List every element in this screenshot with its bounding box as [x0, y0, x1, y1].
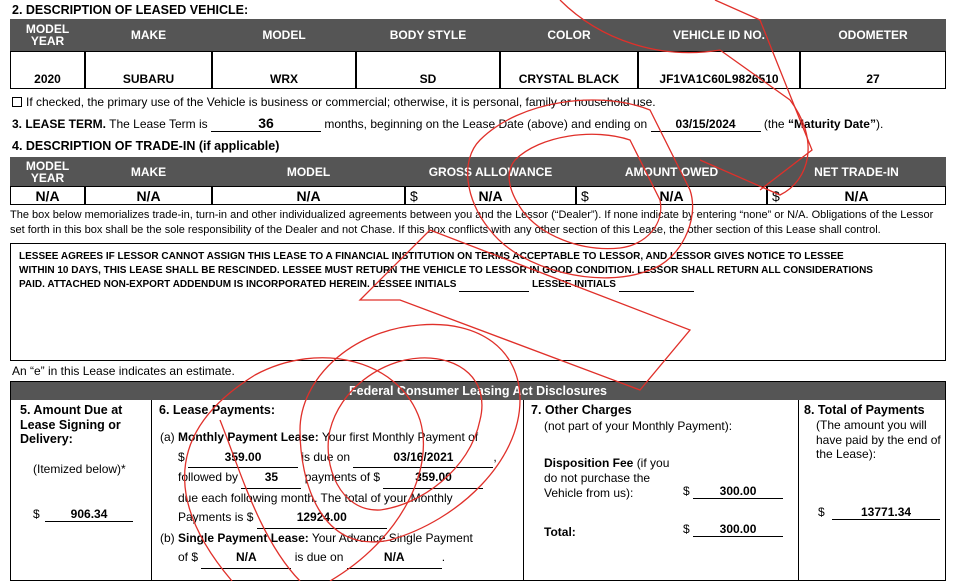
tradein-model-year-text: N/A: [35, 188, 60, 204]
header-odometer: [800, 19, 946, 51]
divider: [798, 400, 799, 581]
vehicle-body-style[interactable]: [356, 51, 500, 89]
single-payment-date[interactable]: N/A: [347, 548, 442, 569]
total-payments-title: 8. Total of Payments: [804, 403, 925, 417]
single-lease-label: Single Payment Lease:: [178, 530, 309, 545]
disposition-fee-value[interactable]: 300.00: [693, 484, 783, 499]
section-4-title: 4. DESCRIPTION OF TRADE-IN (if applicable): [12, 139, 280, 153]
amount-due-value[interactable]: 906.34: [45, 507, 133, 522]
tradein-header-owed-text: AMOUNT OWED: [624, 164, 719, 179]
vehicle-vin-text: JF1VA1C60L9826510: [659, 72, 779, 86]
header-body-style-text: BODY STYLE: [389, 28, 467, 42]
maturity-date-label: “Maturity Date”: [787, 117, 876, 131]
item-a: (a): [160, 430, 175, 444]
disposition-fee-text: [544, 456, 680, 501]
amount-due-title: 5. Amount Due at Lease Signing or Delivery:: [20, 403, 123, 446]
tradein-model-year[interactable]: [10, 186, 85, 205]
total-payments-row: [818, 505, 940, 520]
header-color-text: COLOR: [547, 28, 591, 42]
agreement-line-2: WITHIN 10 DAYS, THIS LEASE SHALL BE RESCINDED. LESSEE MUST RETURN THE VEHICLE TO LESSOR IN GOOD CONDITION. LESSOR SHALL RETURN ALL CONSIDERATIONS: [19, 265, 873, 276]
memo-text: The box below memorializes trade-in, turn-in and other individualized agreements between you and the Lessor (“Dealer”). If none indicate by entering “none” or N/A. Obligations of the Lessor set forth in this box shall be the sole responsibility of the Dealer and not Chase. If this box conflicts with any other section of this Lease, the other section of this Lease shall control.: [10, 209, 934, 236]
vehicle-color[interactable]: [500, 51, 638, 89]
estimate-note: An “e” in this Lease indicates an estimate.: [12, 364, 235, 378]
tradein-header-gross: [405, 157, 576, 186]
other-total-value[interactable]: 300.00: [693, 522, 783, 537]
itemized-below: (Itemized below)*: [33, 462, 126, 476]
tradein-model[interactable]: [212, 186, 405, 205]
vehicle-model-text: WRX: [270, 72, 298, 86]
total-monthly-value[interactable]: 12924.00: [257, 508, 387, 529]
business-use-text: If checked, the primary use of the Vehicle is business or commercial; otherwise, it is personal, family or household use.: [26, 95, 656, 109]
maturity-date-value[interactable]: 03/15/2024: [651, 117, 761, 132]
header-model-year-text: MODEL YEAR: [25, 22, 70, 48]
lessee-initials-2[interactable]: [619, 281, 694, 292]
vehicle-color-text: CRYSTAL BLACK: [518, 72, 620, 86]
followed-by: followed by: [178, 470, 239, 484]
is-due-on: is due on: [301, 449, 351, 464]
other-charges-subtitle: (not part of your Monthly Payment):: [544, 419, 733, 433]
vehicle-model-year-text: 2020: [34, 72, 61, 86]
header-vin: [638, 19, 800, 51]
lease-term-label: 3. LEASE TERM.: [12, 117, 107, 131]
tradein-make[interactable]: [85, 186, 212, 205]
single-payment-value[interactable]: N/A: [201, 548, 291, 569]
tradein-header-make: [85, 157, 212, 186]
agreement-line-3: [19, 278, 937, 292]
tradein-header-owed: [576, 157, 767, 186]
header-model: [212, 19, 356, 51]
dollar-sign: $: [683, 484, 690, 498]
payments-of: payments of $: [304, 470, 381, 484]
vehicle-odometer-text: 27: [866, 72, 880, 86]
dollar-sign: $: [410, 188, 418, 204]
dollar-sign: $: [772, 188, 780, 204]
lease-term-text-b: months, beginning on the Lease Date (above) and ending on: [324, 117, 648, 131]
agreement-box: [10, 243, 946, 361]
is-due-on: is due on: [294, 550, 344, 564]
tradein-make-text: N/A: [136, 188, 161, 204]
business-use-row: [12, 95, 656, 109]
dollar-sign: $: [818, 505, 825, 519]
tradein-header-model-year-text: MODEL YEAR: [25, 158, 70, 185]
dollar-sign: $: [178, 449, 185, 464]
total-payments-value[interactable]: 13771.34: [832, 505, 940, 520]
header-vin-text: VEHICLE ID NO.: [672, 28, 765, 42]
dollar-sign: $: [581, 188, 589, 204]
tradein-header-make-text: MAKE: [130, 164, 167, 179]
payments-is: Payments is $: [178, 510, 254, 524]
tradein-gross[interactable]: [405, 186, 576, 205]
divider: [151, 400, 152, 581]
lessee-initials-1[interactable]: [459, 281, 529, 292]
tradein-header-model-year: [10, 157, 85, 186]
tradein-net-text: N/A: [844, 188, 869, 204]
lease-term-text-c: (the: [763, 117, 788, 131]
first-payment-text: Your first Monthly Payment of: [321, 430, 479, 444]
vehicle-odometer[interactable]: [800, 51, 946, 89]
business-use-checkbox[interactable]: [12, 97, 22, 107]
tradein-header-model: [212, 157, 405, 186]
vehicle-vin[interactable]: [638, 51, 800, 89]
tradein-model-text: N/A: [296, 188, 321, 204]
header-body-style: [356, 19, 500, 51]
tradein-header-gross-text: GROSS ALLOWANCE: [428, 164, 553, 179]
tradein-gross-text: N/A: [478, 188, 503, 204]
tradein-header-net-text: NET TRADE-IN: [814, 164, 899, 179]
single-payment-text: Your Advance Single Payment: [311, 530, 473, 545]
tradein-header-model-text: MODEL: [286, 164, 331, 179]
lease-term-text-d: ).: [875, 117, 884, 131]
total-payments-desc: (The amount you will have paid by the end of the Lease):: [816, 418, 941, 461]
disclosures-title: Federal Consumer Leasing Act Disclosures: [11, 382, 945, 400]
tradein-header-net: [767, 157, 946, 186]
other-total-label: Total:: [544, 525, 576, 539]
disposition-fee-label: Disposition Fee: [544, 456, 634, 470]
header-odometer-text: ODOMETER: [838, 28, 908, 42]
monthly-payment-block: (a) Monthly Payment Lease: Your first Monthly Payment of $ 359.00 is due on 03/16/2021 , followed by 35 payments of $ 359.00 due each following month. The total of your Monthly Payments is $ 12924.00 (b) Single Payment Lease: Your Advance Single Payment of $ N/A is due on N/A .: [160, 428, 517, 569]
dollar-sign: $: [683, 522, 690, 536]
of-dollar: of $: [178, 550, 199, 564]
tradein-owed[interactable]: [576, 186, 767, 205]
header-color: [500, 19, 638, 51]
header-make-text: MAKE: [130, 28, 167, 42]
monthly-lease-label: Monthly Payment Lease:: [178, 430, 319, 444]
divider: [523, 400, 524, 581]
due-each-text: due each following month. The total of your Monthly: [178, 490, 453, 505]
vehicle-body-style-text: SD: [419, 72, 437, 86]
item-b: (b): [160, 530, 175, 545]
vehicle-make-text: SUBARU: [122, 72, 175, 86]
lease-term-row: [12, 115, 883, 132]
vehicle-make[interactable]: [85, 51, 212, 89]
lessee-initials-label-2: LESSEE INITIALS: [532, 279, 616, 290]
num-payments-value[interactable]: 35: [241, 468, 301, 489]
section-2-title: 2. DESCRIPTION OF LEASED VEHICLE:: [12, 3, 249, 17]
tradein-owed-text: N/A: [659, 188, 684, 204]
other-charges-title: 7. Other Charges: [531, 403, 632, 417]
header-model-text: MODEL: [262, 28, 306, 42]
payment-amount-value[interactable]: 359.00: [383, 468, 483, 489]
lease-term-months[interactable]: 36: [211, 115, 321, 132]
dollar-sign: $: [33, 507, 40, 521]
disposition-fee-row: [683, 484, 783, 499]
first-payment-date[interactable]: 03/16/2021: [353, 448, 493, 469]
disposition-fee-desc: (if you do not purchase the Vehicle from us):: [544, 456, 670, 500]
other-total-row: [683, 522, 783, 537]
first-payment-value[interactable]: 359.00: [188, 448, 298, 469]
lease-term-text: The Lease Term is: [109, 117, 208, 131]
header-make: [85, 19, 212, 51]
tradein-net[interactable]: [767, 186, 946, 205]
amount-due-row: [33, 507, 133, 522]
vehicle-model-year[interactable]: [10, 51, 85, 89]
vehicle-model[interactable]: [212, 51, 356, 89]
agreement-line-1: LESSEE AGREES IF LESSOR CANNOT ASSIGN THIS LEASE TO A FINANCIAL INSTITUTION ON TERMS ACCEPTABLE TO LESSOR, AND LESSOR GIVES NOTICE TO LESSEE: [19, 251, 844, 262]
agreement-line-3-text: PAID. ATTACHED NON-EXPORT ADDENDUM IS INCORPORATED HEREIN. LESSEE INITIALS: [19, 279, 457, 290]
header-model-year: [10, 19, 85, 51]
lease-payments-title: 6. Lease Payments:: [159, 403, 276, 417]
